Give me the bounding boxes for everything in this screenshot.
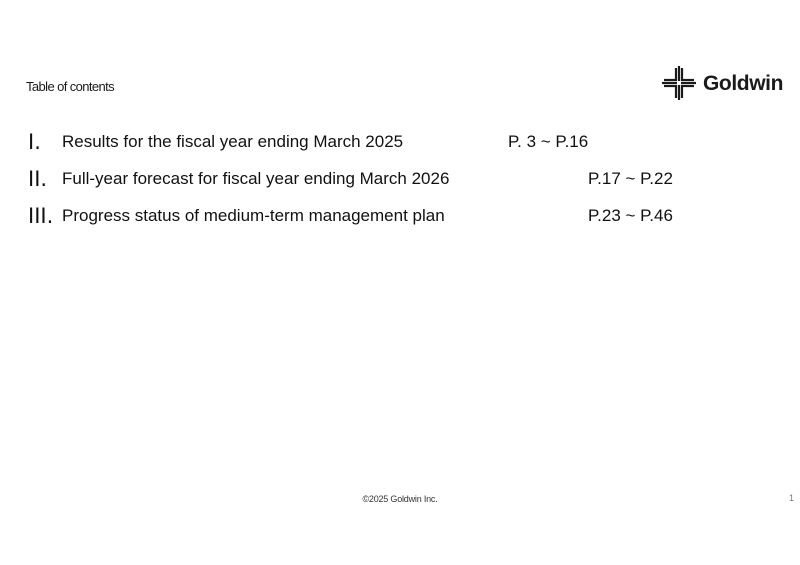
- toc-item-1: [0, 129, 800, 155]
- toc-pages: P.17 ~ P.22: [588, 169, 673, 188]
- slide-title: Table of contents: [26, 79, 115, 94]
- company-logo: [662, 66, 783, 100]
- goldwin-logo-icon: [662, 66, 696, 100]
- toc-text: Full-year forecast for fiscal year ending March 2026: [62, 169, 450, 188]
- toc-item-3: [0, 203, 800, 229]
- toc-text: Results for the fiscal year ending March 2025: [62, 132, 404, 151]
- logo-wordmark: Goldwin: [703, 71, 784, 95]
- toc-text: Progress status of medium-term management plan: [62, 206, 445, 225]
- toc-pages: P.23 ~ P.46: [588, 206, 673, 225]
- copyright: ©2025 Goldwin Inc.: [362, 494, 438, 504]
- toc-numeral: I.: [28, 130, 41, 154]
- toc-numeral: II.: [28, 167, 48, 191]
- toc-item-2: [0, 166, 800, 192]
- toc-numeral: III.: [28, 204, 54, 228]
- toc-pages: P. 3 ~ P.16: [508, 132, 589, 151]
- page-number: 1: [788, 493, 794, 503]
